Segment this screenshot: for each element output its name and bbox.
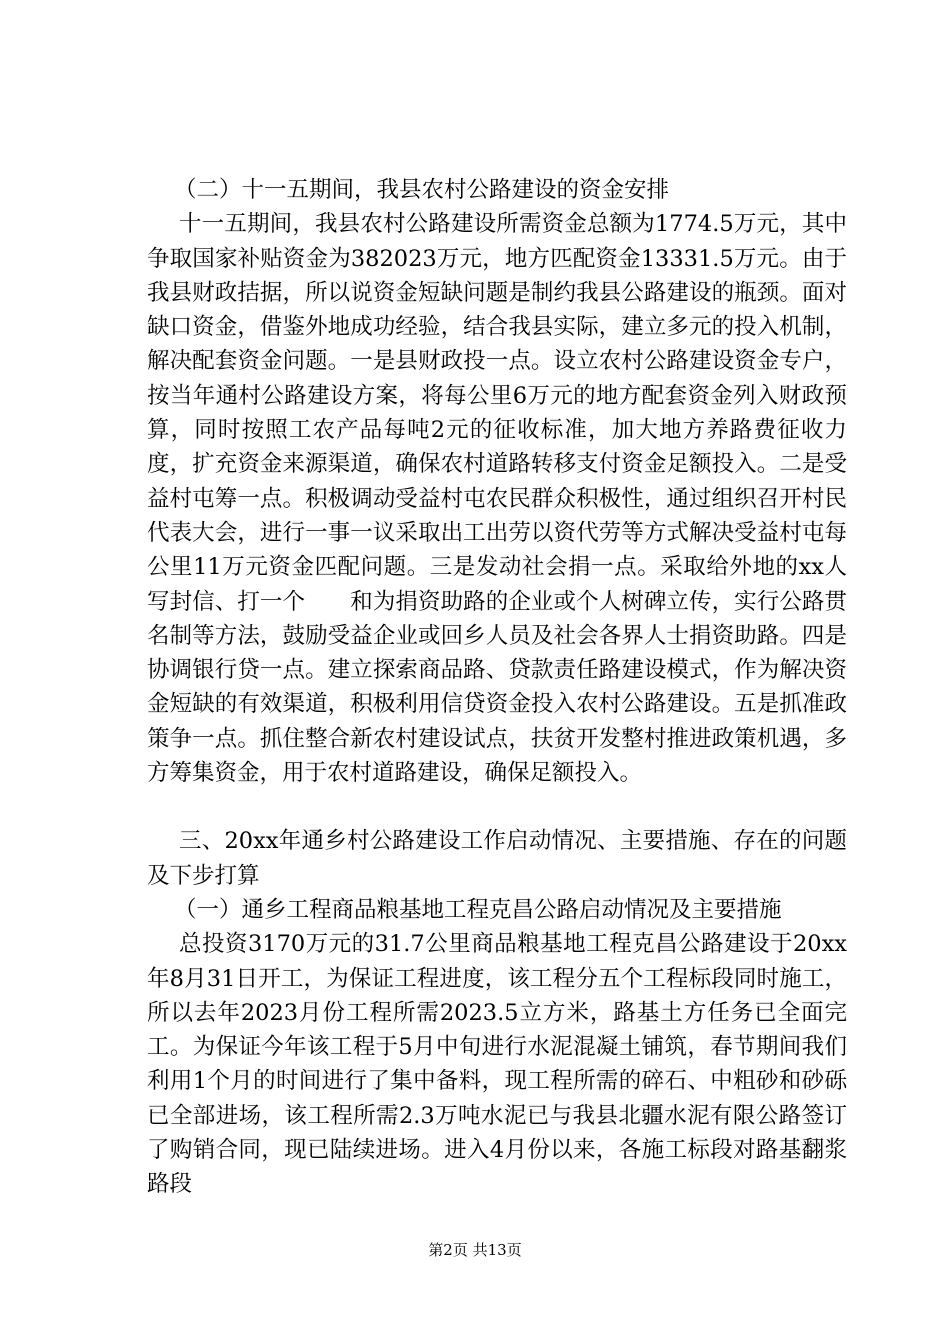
section-heading-funding: （二）十一五期间，我县农村公路建设的资金安排	[174, 177, 670, 203]
subsection-heading-kechang-road: （一）通乡工程商品粮基地工程克昌公路启动情况及主要措施	[174, 896, 782, 923]
document-body	[147, 173, 847, 1202]
section-heading-construction: 三、20xx年通乡村公路建设工作启动情况、主要措施、存在的问题及下步打算	[147, 828, 847, 889]
page-number-footer: 第2页 共13页	[428, 1241, 522, 1259]
paragraph-funding: 十一五期间，我县农村公路建设所需资金总额为1774.5万元，其中争取国家补贴资金为382023万元，地方匹配资金13331.5万元。由于我县财政拮据，所以说资金短缺问题是制约我县公路建设的瓶颈。面对缺口资金，借鉴外地成功经验，结合我县实际，建立多元的投入机制，解决配套资金问题。一是县财政投一点。设立农村公路建设资金专户，按当年通村公路建设方案，将每公里6万元的地方配套资金列入财政预算，同时按照工农产品每吨2元的征收标准，加大地方养路费征收力度，扩充资金来源渠道，确保农村道路转移支付资金足额投入。二是受益村屯筹一点。积极调动受益村屯农民群众积极性，通过组织召开村民代表大会，进行一事一议采取出工出劳以资代劳等方式解决受益村屯每公里11万元资金匹配问题。三是发动社会捐一点。采取给外地的xx人写封信、打一个 和为捐资助路的企业或个人树碑立传，实行公路贯名制等方法，鼓励受益企业或回乡人员及社会各界人士捐资助路。四是协调银行贷一点。建立探索商品路、贷款责任路建设模式，作为解决资金短缺的有效渠道，积极利用信贷资金投入农村公路建设。五是抓准政策争一点。抓住整合新农村建设试点，扶贫开发整村推进政策机遇，多方筹集资金，用于农村道路建设，确保足额投入。	[147, 211, 847, 787]
paragraph-kechang-road: 总投资3170万元的31.7公里商品粮基地工程克昌公路建设于20xx年8月31日开工，为保证工程进度，该工程分五个工程标段同时施工，所以去年2023月份工程所需2023.5立方米，路基土方任务已全面完工。为保证今年该工程于5月中旬进行水泥混凝土铺筑，春节期间我们利用1个月的时间进行了集中备料，现工程所需的碎石、中粗砂和砂砾已全部进场，该工程所需2.3万吨水泥已与我县北疆水泥有限公路签订了购销合同，现已陆续进场。进入4月份以来，各施工标段对路基翻浆路段	[147, 931, 847, 1198]
